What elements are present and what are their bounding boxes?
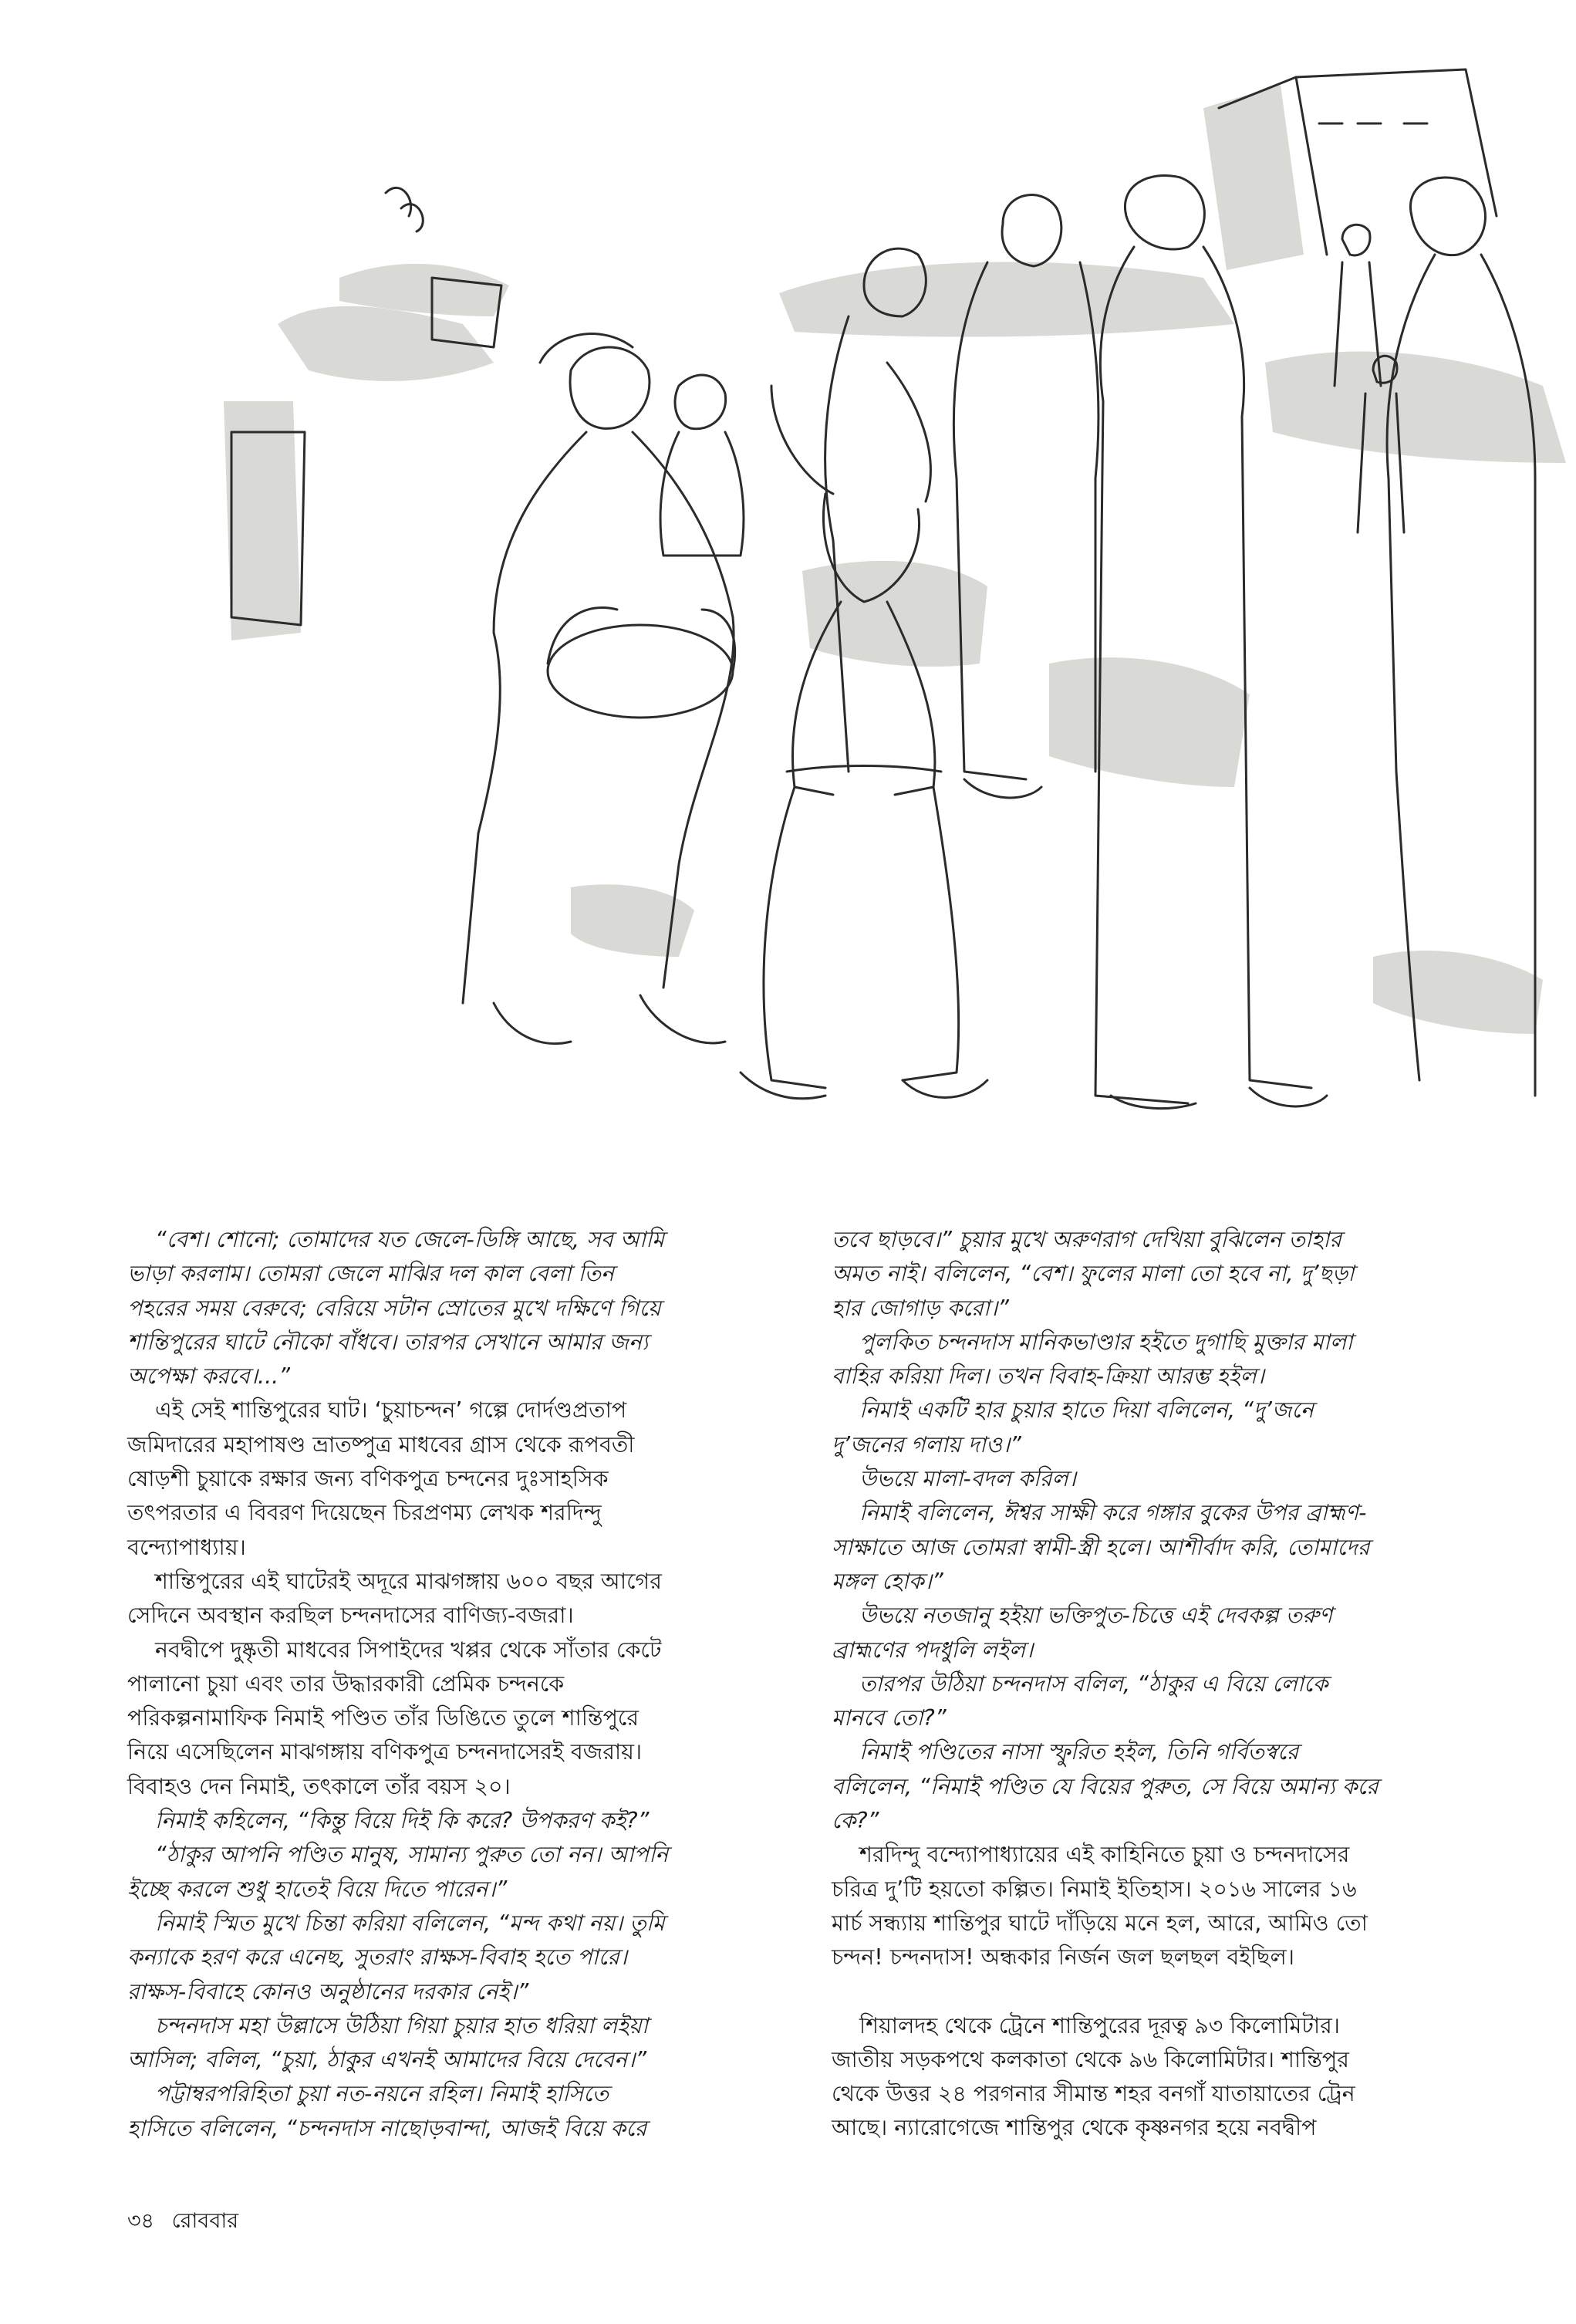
paragraph: পুলকিত চন্দনদাস মানিকভাণ্ডার হইতে দুগাছি মুক্তার মালা বাহির করিয়া দিল। তখন বিবাহ-ক্রিয়া আরম্ভ হইল। xyxy=(832,1329,1353,1390)
paragraph: শিয়ালদহ থেকে ট্রেনে শান্তিপুরের দূরত্ব ৯৩ কিলোমিটার। জাতীয় সড়কপথে কলকাতা থেকে ৯৬ কিলোমিটার। শান্তিপুর থেকে উত্তর ২৪ পরগনার সীমান্ত শহর বনগাঁ যাতায়াতের ট্রেন আছে। ন্যারোগেজে শান্তিপুর থেকে কৃষ্ণনগর হয়ে নবদ্বীপ xyxy=(832,2012,1355,2141)
paragraph: নিমাই একটি হার চুয়ার হাতে দিয়া বলিলেন, “দু’জনে দু’জনের গলায় দাও।” xyxy=(832,1397,1314,1458)
paragraph: নিমাই কহিলেন, “কিন্তু বিয়ে দিই কি করে? উপকরণ কই?” xyxy=(155,1808,650,1834)
right-text-column xyxy=(832,1223,1557,2146)
left-text-column xyxy=(127,1223,852,2146)
paragraph: পট্টাম্বরপরিহিতা চুয়া নত-নয়নে রহিল। নিমাই হাসিতে হাসিতে বলিলেন, “চন্দনদাস নাছোড়বান্দা, আজই বিয়ে করে xyxy=(127,2081,647,2141)
magazine-name: রোববার xyxy=(171,2209,239,2233)
paragraph: নিমাই বলিলেন, ঈশ্বর সাক্ষী করে গঙ্গার বুকের উপর ব্রাহ্মণ- সাক্ষাতে আজ তোমরা স্বামী-স্ত্রী হলে। আশীর্বাদ করি, তোমাদের মঙ্গল হোক।” xyxy=(832,1500,1370,1594)
paragraph: নবদ্বীপে দুষ্কৃতী মাধবের সিপাইদের খপ্পর থেকে সাঁতার কেটে পালানো চুয়া এবং তার উদ্ধারকারী প্রেমিক চন্দনকে পরিকল্পনামাফিক নিমাই পণ্ডিত তাঁর ডিঙিতে তুলে শান্তিপুরে নিয়ে এসেছিলেন মাঝগঙ্গায় বণিকপুত্র চন্দনদাসেরই বজরায়। বিবাহও দেন নিমাই, তৎকালে তাঁর বয়স ২০। xyxy=(127,1637,662,1799)
page-number: ৩৪ xyxy=(127,2209,155,2233)
paragraph: উভয়ে নতজানু হইয়া ভক্তিপুত-চিত্তে এই দেবকল্প তরুণ ব্রাহ্মণের পদধুলি লইল। xyxy=(832,1603,1333,1663)
dancer-figure xyxy=(741,363,987,1099)
paragraph: এই সেই শান্তিপুরের ঘাট। ‘চুয়াচন্দন’ গল্পে দোর্দণ্ডপ্রতাপ জমিদারের মহাপাষণ্ড ভ্রাতষ্পুত্র মাধবের গ্রাস থেকে রূপবতী ষোড়শী চুয়াকে রক্ষার জন্য বণিকপুত্র চন্দনের দুঃসাহসিক তৎপরতার এ বিবরণ দিয়েছেন চিরপ্রণম্য লেখক শরদিন্দু বন্দ্যোপাধ্যায়। xyxy=(127,1397,635,1560)
paragraph: নিমাই পণ্ডিতের নাসা স্ফুরিত হইল, তিনি গর্বিতস্বরে বলিলেন, “নিমাই পণ্ডিত যে বিয়ের পুরুত, সে বিয়ে অমান্য করে কে?” xyxy=(832,1739,1379,1834)
paragraph: “বেশ। শোনো; তোমাদের যত জেলে-ডিঙ্গি আছে, সব আমি ভাড়া করলাম। তোমরা জেলে মাঝির দল কাল বেলা তিন পহরের সময় বেরুবে; বেরিয়ে সটান স্রোতের মুখে দক্ষিণে গিয়ে শান্তিপুরের ঘাটে নৌকো বাঁধবে। তারপর সেখানে আমার জন্য অপেক্ষা করবে।...” xyxy=(127,1227,665,1390)
page-footer xyxy=(127,2205,249,2240)
paragraph: তবে ছাড়বে।” চুয়ার মুখে অরুণরাগ দেখিয়া বুঝিলেন তাহার অমত নাই। বলিলেন, “বেশ। ফুলের মালা তো হবে না, দু’ছড়া হার জোগাড় করো।” xyxy=(832,1227,1355,1321)
paragraph: চন্দনদাস মহা উল্লাসে উঠিয়া গিয়া চুয়ার হাত ধরিয়া লইয়া আসিল; বলিল, “চুয়া, ঠাকুর এখনই আমাদের বিয়ে দেবেন।” xyxy=(127,2012,649,2073)
paragraph: উভয়ে মালা-বদল করিল। xyxy=(859,1466,1076,1492)
paragraph: “ঠাকুর আপনি পণ্ডিত মানুষ, সামান্য পুরুত তো নন। আপনি ইচ্ছে করলে শুধু হাতেই বিয়ে দিতে পারেন।” xyxy=(127,1842,669,1902)
paragraph: তারপর উঠিয়া চন্দনদাস বলিল, “ঠাকুর এ বিয়ে লোকে মানবে তো?” xyxy=(832,1670,1328,1731)
paragraph: নিমাই স্মিত মুখে চিন্তা করিয়া বলিলেন, “মন্দ কথা নয়। তুমি কন্যাকে হরণ করে এনেছ, সুতরাং রাক্ষস-বিবাহ হতে পারে। রাক্ষস-বিবাহে কোনও অনুষ্ঠানের দরকার নেই।” xyxy=(127,1910,665,2005)
paragraph: শরদিন্দু বন্দ্যোপাধ্যায়ের এই কাহিনিতে চুয়া ও চন্দনদাসের চরিত্র দু’টি হয়তো কল্পিত। নিমাই ইতিহাস। ২০১৬ সালের ১৬ মার্চ সন্ধ্যায় শান্তিপুর ঘাটে দাঁড়িয়ে মনে হল, আরে, আমিও তো চন্দন! চন্দনদাস! অন্ধকার নির্জন জল ছলছল বইছিল। xyxy=(832,1842,1368,1971)
paragraph: শান্তিপুরের এই ঘাটেরই অদূরে মাঝগঙ্গায় ৬০০ বছর আগের সেদিনে অবস্থান করছিল চন্দনদাসের বাণিজ্য-বজরা। xyxy=(127,1568,662,1629)
sketch-illustration xyxy=(0,0,1576,1157)
